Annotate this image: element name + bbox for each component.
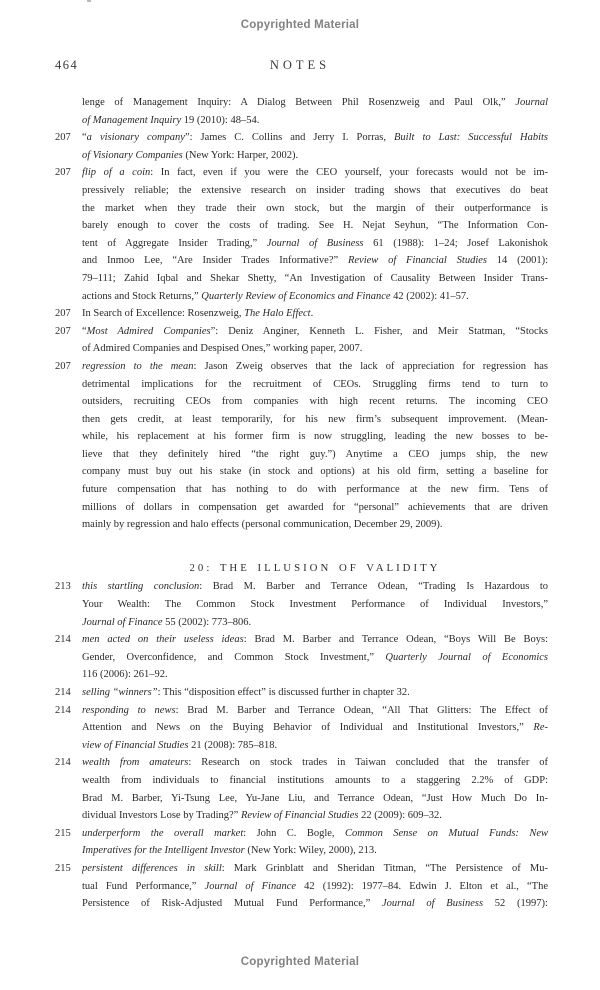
note-line (82, 772, 548, 790)
note-line (82, 129, 548, 147)
roman-text: company must buy out his stake (in stock and options) at his old firm, setting a baseline for (82, 466, 548, 478)
note-line (82, 358, 548, 376)
note-entry (55, 860, 548, 913)
roman-text: Gender, Overconfidence, and Common Stock Investment,” (82, 651, 386, 663)
italic-text: flip of a coin (82, 167, 151, 179)
note-page-ref: 214 (55, 757, 71, 769)
roman-text: . (310, 308, 314, 320)
page-header (0, 58, 600, 74)
note-page-ref: 213 (55, 581, 71, 593)
roman-text: (New York: Harper, 2002). (182, 149, 299, 161)
note-page-ref: 215 (55, 827, 71, 839)
note-page-ref: 207 (55, 308, 71, 320)
roman-text: “ (82, 132, 87, 144)
italic-text: Journal of Finance (204, 880, 297, 892)
roman-text: of Admired Companies and Despised Ones,” working paper, 2007. (82, 343, 363, 355)
italic-text: wealth from amateurs (82, 757, 189, 769)
roman-text: Your Wealth: The Common Stock Investment Performance of Individual Investors,” (82, 599, 548, 611)
running-head: NOTES (269, 58, 331, 72)
note-page-ref: 215 (55, 862, 71, 874)
scan-artifact-mark (87, 0, 91, 2)
note-line (82, 288, 548, 306)
roman-text: “ (82, 325, 87, 337)
note-line (82, 578, 548, 596)
note-entry (55, 578, 548, 631)
note-line (82, 393, 548, 411)
note-line (82, 754, 548, 772)
roman-text: : This “disposition effect” is discussed further in chapter 32. (157, 687, 410, 698)
italic-text: underperform the overall market (82, 827, 244, 839)
roman-text: : Jason Zweig observes that the lack of appreciation for regression has (193, 360, 548, 372)
note-line (82, 270, 548, 288)
roman-text: lieve that they definitely hired “the right guy.”) Anytime a CEO jumps ship, the new (82, 448, 548, 460)
italic-text: responding to news (82, 704, 176, 716)
note-line (82, 428, 548, 446)
italic-text: Common Sense on Mutual Funds: New (344, 827, 548, 839)
roman-text: barely enough to cover the costs of trading. See H. Nejat Seyhun, “The Information Con- (82, 220, 548, 232)
note-line (82, 94, 548, 112)
note-line (82, 737, 548, 755)
italic-text: of Visionary Companies (82, 149, 183, 161)
roman-text: 61 (1988): 1–24; Josef Lakonishok (363, 237, 548, 249)
italic-text: men acted on their useless ideas (82, 634, 244, 646)
note-line (82, 842, 548, 860)
note-page-ref: 207 (55, 132, 71, 144)
note-page-ref: 207 (55, 167, 71, 179)
note-page-ref: 214 (55, 634, 71, 646)
roman-text: mainly by regression and halo effects (personal communication, December 29, 2009). (82, 519, 443, 531)
copyright-notice-top: Copyrighted Material (240, 19, 360, 31)
italic-text: a visionary company (86, 132, 185, 144)
notes-body (55, 94, 548, 913)
note-entry (55, 129, 548, 164)
roman-text: future compensation that has nothing to do with performance at the new firm. Tens of (82, 484, 548, 496)
note-line (82, 376, 548, 394)
roman-text: Brad M. Barber, Yi-Tsung Lee, Yu-Jane Liu, and Terrance Odean, “Just How Much Do In- (82, 792, 548, 804)
italic-text: Journal of Finance (82, 616, 163, 628)
italic-text: this startling conclusion (82, 581, 200, 593)
italic-text: persistent differences in skill (82, 862, 222, 874)
roman-text: 42 (2002): 41–57. (390, 290, 469, 302)
roman-text: millions of dollars in compensation get awarded for “personal” achievements that are driven (82, 501, 548, 513)
note-line (82, 516, 548, 534)
note-line (82, 323, 548, 341)
italic-text: Most Admired Companies (86, 325, 211, 337)
roman-text: : Brad M. Barber and Terrance Odean, “All That Glitters: The Effect of (175, 704, 548, 716)
roman-text: 42 (1992): 1977–84. Edwin J. Elton et al., “The (296, 880, 548, 892)
italic-text: Journal (515, 97, 548, 108)
roman-text: tent of Aggregate Insider Trading,” (82, 237, 267, 249)
roman-text: : Brad M. Barber and Terrance Odean, “Boys Will Be Boys: (243, 634, 548, 646)
roman-text: while, his replacement at his former firm is now struggling, leading the new bosses to be- (82, 431, 548, 443)
italic-text: regression to the mean (82, 360, 194, 372)
note-line (82, 340, 548, 358)
roman-text: 21 (2008): 785–818. (188, 739, 278, 751)
section-heading: 20: THE ILLUSION OF VALIDITY (189, 561, 441, 574)
roman-text: 116 (2006): 261–92. (82, 669, 168, 681)
note-line (82, 895, 548, 913)
note-line (82, 200, 548, 218)
note-line (82, 649, 548, 667)
italic-text: Review of Financial Studies (240, 810, 359, 822)
note-entry (55, 684, 548, 702)
note-line (82, 112, 548, 130)
note-line (82, 825, 548, 843)
roman-text: 19 (2010): 48–54. (181, 114, 260, 126)
roman-text: actions and Stock Returns,” (82, 290, 202, 302)
roman-text: ”: Deniz Anginer, Kenneth L. Fisher, and Meir Statman, “Stocks (210, 325, 548, 337)
note-entry (55, 358, 548, 534)
note-page-ref: 214 (55, 704, 71, 716)
note-line (82, 790, 548, 808)
note-line (82, 182, 548, 200)
note-line (82, 596, 548, 614)
note-line (82, 684, 548, 702)
note-entry (55, 164, 548, 305)
note-line (82, 878, 548, 896)
roman-text: 14 (2001): (486, 255, 548, 267)
roman-text: : John C. Bogle, (243, 827, 345, 839)
note-line (82, 719, 548, 737)
note-line (82, 631, 548, 649)
note-entry (55, 825, 548, 860)
note-line (82, 147, 548, 165)
roman-text: : Mark Grinblatt and Sheridan Titman, “The Persistence of Mu- (221, 862, 548, 874)
note-entry (55, 754, 548, 824)
note-entry (55, 323, 548, 358)
note-line (82, 860, 548, 878)
note-page-ref: 207 (55, 325, 71, 337)
note-line (82, 807, 548, 825)
roman-text: : Brad M. Barber and Terrance Odean, “Trading Is Hazardous to (199, 581, 548, 593)
italic-text: of Management Inquiry (82, 114, 182, 126)
roman-text: Attention and News on the Buying Behavior of Individual and Institutional Investors,” (82, 722, 534, 734)
note-entry (55, 305, 548, 323)
italic-text: Journal of Business (266, 237, 364, 249)
note-page-ref: 214 (55, 687, 71, 698)
roman-text: (New York: Wiley, 2000), 213. (244, 845, 377, 857)
note-line (82, 481, 548, 499)
roman-text: outsiders, recruiting CEOs from companies with high recent returns. The incoming CEO (82, 396, 548, 408)
roman-text: dividual Investors Lose by Trading?” (82, 810, 241, 822)
note-line (82, 235, 548, 253)
note-line (82, 614, 548, 632)
note-line (82, 446, 548, 464)
note-line (82, 702, 548, 720)
note-line (82, 217, 548, 235)
note-entry (55, 702, 548, 755)
note-page-ref: 207 (55, 360, 71, 372)
roman-text: 79–111; Zahid Iqbal and Shekar Shetty, “An Investigation of Causality Between Insider Trans- (82, 272, 548, 284)
note-line (82, 463, 548, 481)
italic-text: selling “winners” (82, 687, 158, 698)
italic-text: Quarterly Journal of Economics (385, 651, 548, 663)
italic-text: Journal of Business (381, 898, 484, 910)
roman-text: lenge of Management Inquiry: A Dialog Between Phil Rosenzweig and Paul Olk,” (82, 97, 516, 108)
italic-text: Review of Financial Studies (347, 255, 487, 267)
roman-text: 22 (2009): 609–32. (358, 810, 442, 822)
note-line (82, 499, 548, 517)
italic-text: view of Financial Studies (82, 739, 189, 751)
roman-text: tual Fund Performance,” (82, 880, 205, 892)
roman-text: the market when they trade their own stock, but the margin of their outperformance is (82, 202, 548, 214)
italic-text: Imperatives for the Intelligent Investor (82, 845, 245, 857)
copyright-notice-bottom: Copyrighted Material (240, 956, 360, 968)
roman-text: : In fact, even if you were the CEO yourself, your forecasts would not be im- (150, 167, 548, 179)
note-line (82, 666, 548, 684)
note-line (82, 305, 548, 323)
italic-text: Quarterly Review of Economics and Finance (201, 290, 391, 302)
note-entry (55, 631, 548, 684)
roman-text: pressively reliable; the extensive research on insider trading shows that executives do beat (82, 184, 548, 196)
roman-text: then gets credit, at least temporarily, for his new firm’s subsequent improvement. (Mean- (82, 413, 548, 425)
roman-text: 55 (2002): 773–806. (162, 616, 252, 628)
roman-text: detrimental implications for the recruitment of CEOs. Struggling firms tend to turn to (82, 378, 548, 390)
roman-text: ”: James C. Collins and Jerry I. Porras, (184, 132, 395, 144)
roman-text: In Search of Excellence: Rosenzweig, (82, 308, 245, 320)
note-line (82, 411, 548, 429)
note-entry (82, 94, 548, 129)
roman-text: Persistence of Risk-Adjusted Mutual Fund Performance,” (82, 898, 382, 910)
note-line (82, 164, 548, 182)
italic-text: Re- (533, 722, 548, 734)
italic-text: Built to Last: Successful Habits (394, 132, 548, 144)
page-number: 464 (55, 58, 79, 72)
note-line (82, 252, 548, 270)
roman-text: 52 (1997): (483, 898, 548, 910)
roman-text: : Research on stock trades in Taiwan concluded that the transfer of (188, 757, 548, 769)
italic-text: The Halo Effect (244, 308, 311, 320)
roman-text: and Inmoo Lee, “Are Insider Trades Informative?” (82, 255, 348, 267)
roman-text: wealth from individuals to financial institutions amounts to a staggering 2.2% of GDP: (82, 774, 548, 786)
